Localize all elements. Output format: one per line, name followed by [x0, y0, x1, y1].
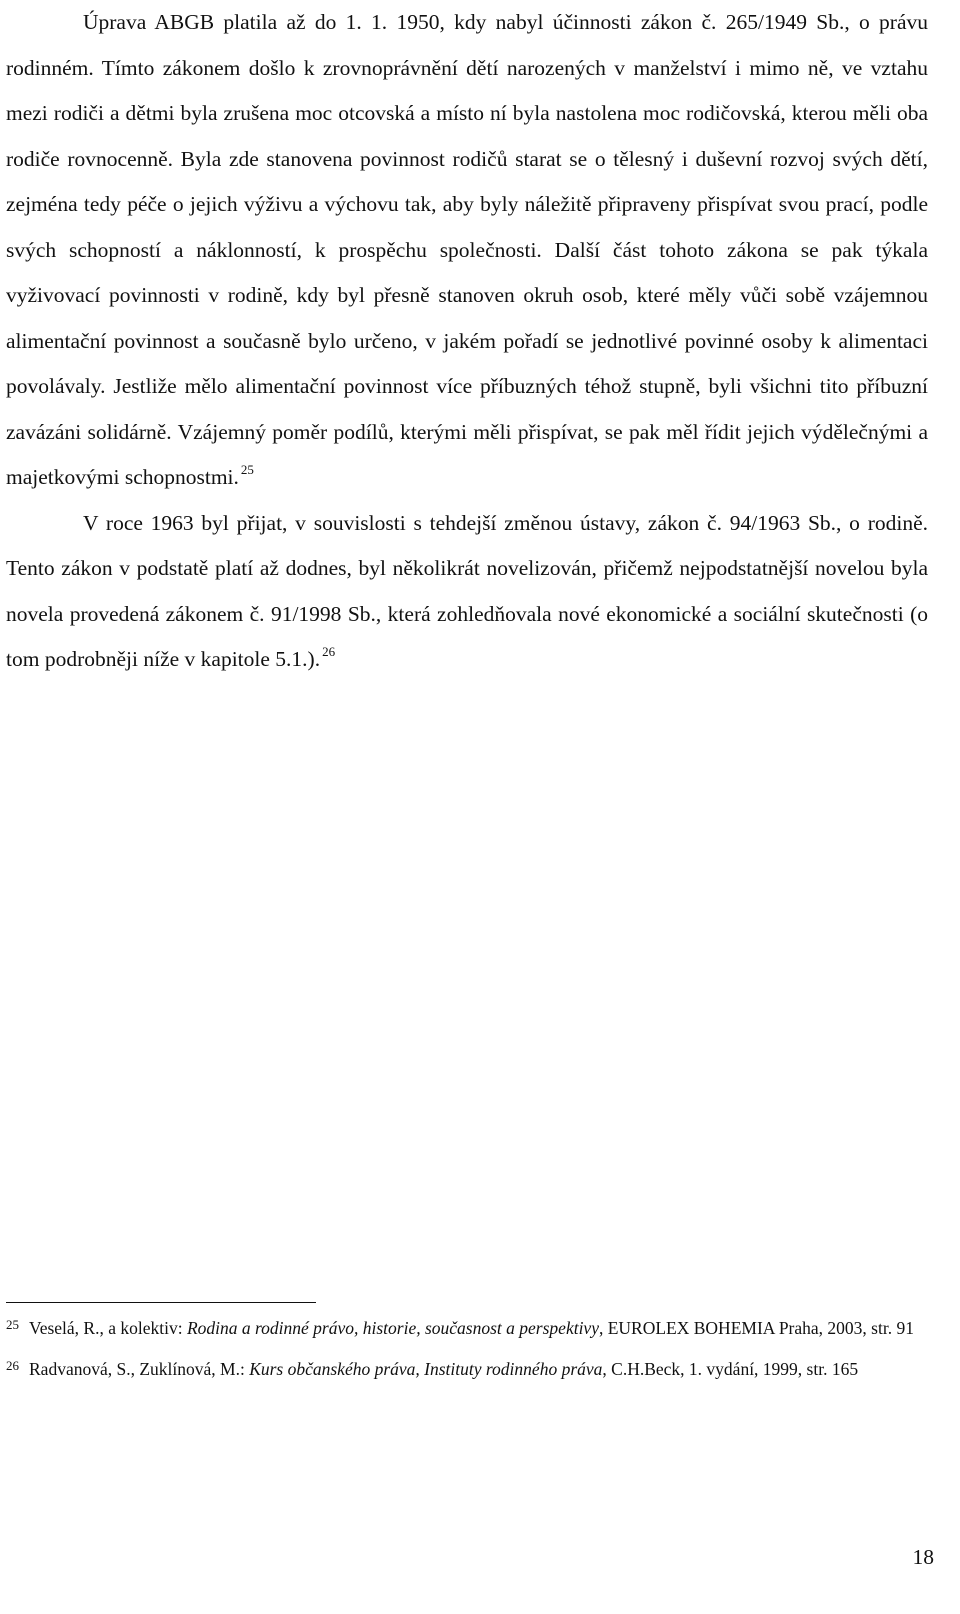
footnote-ref-26: 26: [322, 644, 336, 659]
footnote-number: 26: [6, 1358, 19, 1373]
footnotes: [6, 1312, 928, 1394]
footnote-ref-25: 25: [240, 462, 254, 477]
footnote-title: Rodina a rodinné právo, historie, současnost a perspektivy: [186, 1318, 599, 1338]
footnote-26: [6, 1353, 928, 1386]
footnote-authors: Radvanová, S., Zuklínová, M.:: [29, 1359, 250, 1379]
footnote-number: 25: [6, 1317, 19, 1332]
paragraph-2-text: V roce 1963 byl přijat, v souvislosti s tehdejší změnou ústavy, zákon č. 94/1963 Sb., o rodině. Tento zákon v podstatě platí až dodnes, byl několikrát novelizován, přičemž nejpodstatnější novelou byla novela provedená zákonem č. 91/1998 Sb., která zohledňovala nové ekonomické a sociální skutečnosti (o tom podrobněji níže v kapitole 5.1.).: [6, 510, 928, 671]
footnote-publisher: , C.H.Beck, 1. vydání, 1999, str. 165: [602, 1359, 859, 1379]
main-text: [6, 0, 928, 683]
paragraph-2: [6, 501, 928, 683]
footnote-separator: [6, 1302, 316, 1303]
footnote-publisher: , EUROLEX BOHEMIA Praha, 2003, str. 91: [598, 1318, 914, 1338]
paragraph-1: [6, 0, 928, 501]
page-number: 18: [912, 1545, 934, 1569]
footnote-title: Kurs občanského práva, Instituty rodinného práva: [249, 1359, 603, 1379]
paragraph-1-text: Úprava ABGB platila až do 1. 1. 1950, kdy nabyl účinnosti zákon č. 265/1949 Sb., o právu rodinném. Tímto zákonem došlo k zrovnoprávnění dětí narozených v manželství i mimo ně, ve vztahu mezi rodiči a dětmi byla zrušena moc otcovská a místo ní byla nastolena moc rodičovská, kterou měli oba rodiče rovnocenně. Byla zde stanovena povinnost rodičů starat se o tělesný i duševní rozvoj svých dětí, zejména tedy péče o jejich výživu a výchovu tak, aby byly náležitě připraveny přispívat svou prací, podle svých schopností a náklonností, k prospěchu společnosti. Další část tohoto zákona se pak týkala vyživovací povinnosti v rodině, kdy byl přesně stanoven okruh osob, které měly vůči sobě vzájemnou alimentační povinnost a současně bylo určeno, v jakém pořadí se jednotlivé povinné osoby k alimentaci povolávaly. Jestliže mělo alimentační povinnost více příbuzných téhož stupně, byli všichni tito příbuzní zavázáni solidárně. Vzájemný poměr podílů, kterými měli přispívat, se pak měl řídit jejich výdělečnými a majetkovými schopnostmi.: [6, 10, 928, 489]
footnote-authors: Veselá, R., a kolektiv:: [29, 1318, 187, 1338]
footnote-25: [6, 1312, 928, 1345]
